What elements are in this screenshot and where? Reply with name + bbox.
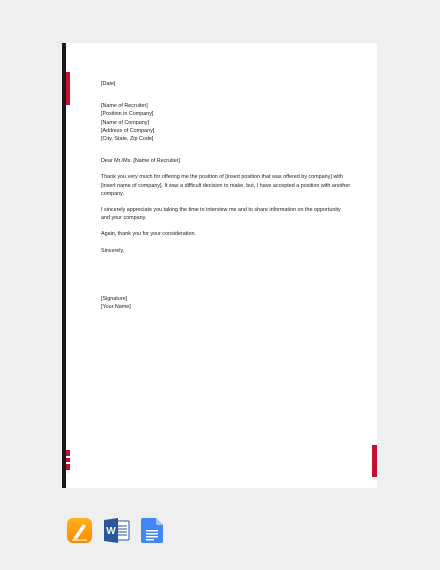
word-letter: W: [106, 526, 116, 537]
letter-body: [101, 80, 351, 311]
address-line: [Position in Company]: [101, 111, 154, 118]
left-accent-bar: [62, 43, 66, 488]
signature-line: [Signature]: [101, 295, 128, 302]
address-line: [Address of Company]: [101, 127, 155, 134]
body-paragraph: Thank you very much for offering me the position of [insert position that was offered by company] with [insert name of company]. It was a difficult decision to make, but, I have accepted a position with another company.: [101, 174, 351, 197]
pages-icon[interactable]: [67, 518, 92, 543]
red-accent-top: [66, 72, 70, 105]
closing: Sincerely,: [101, 247, 125, 254]
date-line: [Date]: [101, 81, 116, 87]
salutation: Dear Mr./Ms. [Name of Recruiter]: [101, 158, 181, 165]
red-accent-right: [372, 445, 377, 477]
recipient-address: [101, 102, 351, 143]
address-line: [Name of Company]: [101, 119, 149, 126]
red-accent-bottom: [66, 450, 70, 470]
app-icons: [67, 518, 163, 543]
google-docs-icon[interactable]: [141, 518, 163, 543]
body-paragraph: Again, thank you for your consideration.: [101, 231, 196, 238]
address-line: [Name of Recruiter]: [101, 103, 148, 110]
name-line: [Your Name]: [101, 304, 131, 311]
word-icon[interactable]: [103, 518, 130, 543]
address-line: [City, State, Zip Code]: [101, 136, 154, 143]
body-paragraph: I sincerely appreciate you taking the time to interview me and to share information on the opportunity and your company.: [101, 207, 341, 222]
